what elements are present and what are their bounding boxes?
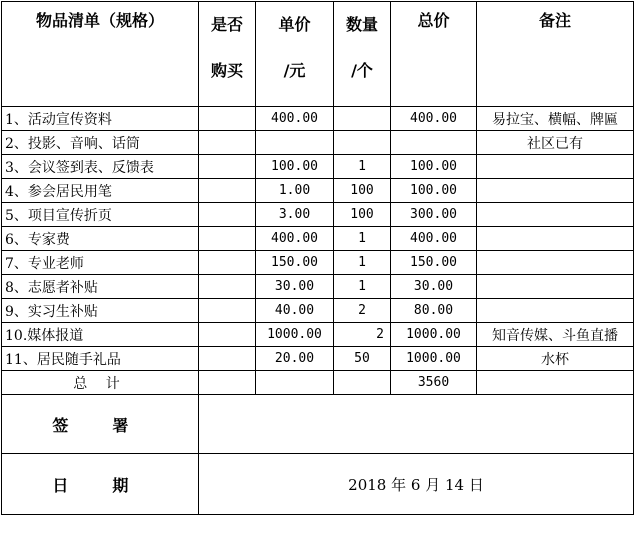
row-price: 30.00: [256, 275, 334, 299]
row-qty: 50: [334, 347, 391, 371]
row-item: 9、实习生补贴: [2, 299, 199, 323]
header-row: [2, 2, 634, 107]
row-total: [391, 131, 477, 155]
header-item: 物品清单（规格）: [2, 2, 199, 107]
row-buy: [199, 299, 256, 323]
row-note: [477, 179, 634, 203]
row-qty: [334, 131, 391, 155]
row-buy: [199, 275, 256, 299]
row-qty: 100: [334, 203, 391, 227]
table-row: [2, 107, 634, 131]
row-note: 社区已有: [477, 131, 634, 155]
row-qty: 2: [334, 299, 391, 323]
row-qty: 1: [334, 275, 391, 299]
row-qty: 100: [334, 179, 391, 203]
date-label: 日 期: [2, 454, 199, 515]
row-buy: [199, 251, 256, 275]
header-qty-line2: /个: [351, 61, 373, 80]
row-item: 1、活动宣传资料: [2, 107, 199, 131]
row-price: 1000.00: [256, 323, 334, 347]
row-buy: [199, 347, 256, 371]
row-note: 水杯: [477, 347, 634, 371]
row-total: 1000.00: [391, 323, 477, 347]
table-row: [2, 131, 634, 155]
row-item: 10.媒体报道: [2, 323, 199, 347]
row-qty: 1: [334, 227, 391, 251]
row-note: [477, 227, 634, 251]
row-buy: [199, 107, 256, 131]
row-qty: 1: [334, 251, 391, 275]
header-price-line2: /元: [283, 61, 306, 80]
table-row: [2, 227, 634, 251]
header-total: 总价: [391, 2, 477, 107]
table-row: [2, 275, 634, 299]
row-note: [477, 299, 634, 323]
row-buy: [199, 323, 256, 347]
row-item: 11、居民随手礼品: [2, 347, 199, 371]
row-price: 150.00: [256, 251, 334, 275]
row-total: 400.00: [391, 227, 477, 251]
row-buy: [199, 227, 256, 251]
row-total: 30.00: [391, 275, 477, 299]
row-price: 400.00: [256, 227, 334, 251]
row-total: 300.00: [391, 203, 477, 227]
row-price: 20.00: [256, 347, 334, 371]
row-note: [477, 155, 634, 179]
row-price: 400.00: [256, 107, 334, 131]
header-qty-line1: 数量: [345, 15, 378, 34]
row-qty: [334, 107, 391, 131]
row-item: 5、项目宣传折页: [2, 203, 199, 227]
signature-field[interactable]: [199, 395, 634, 454]
signature-label: 签 署: [2, 395, 199, 454]
total-price: [256, 371, 334, 395]
row-note: [477, 275, 634, 299]
row-item: 3、会议签到表、反馈表: [2, 155, 199, 179]
total-row: [2, 371, 634, 395]
table-row: [2, 299, 634, 323]
total-note: [477, 371, 634, 395]
table-row: [2, 347, 634, 371]
row-total: 100.00: [391, 155, 477, 179]
table-row: [2, 251, 634, 275]
row-item: 8、志愿者补贴: [2, 275, 199, 299]
date-value: 2018 年 6 月 14 日: [199, 454, 634, 515]
signature-row: [2, 395, 634, 454]
header-buy: [199, 2, 256, 107]
row-note: 易拉宝、横幅、牌匾: [477, 107, 634, 131]
table-row: [2, 179, 634, 203]
header-buy-line2: 购买: [210, 61, 243, 80]
row-qty: 2: [334, 323, 391, 347]
total-label: 总 计: [2, 371, 199, 395]
row-buy: [199, 155, 256, 179]
row-note: 知音传媒、斗鱼直播: [477, 323, 634, 347]
budget-table: [1, 1, 634, 515]
row-qty: 1: [334, 155, 391, 179]
header-qty: [334, 2, 391, 107]
row-price: 3.00: [256, 203, 334, 227]
row-total: 80.00: [391, 299, 477, 323]
table-row: [2, 155, 634, 179]
row-buy: [199, 131, 256, 155]
total-buy: [199, 371, 256, 395]
row-buy: [199, 179, 256, 203]
row-price: 100.00: [256, 155, 334, 179]
row-price: [256, 131, 334, 155]
table-row: [2, 323, 634, 347]
header-buy-line1: 是否: [210, 15, 243, 34]
row-price: 1.00: [256, 179, 334, 203]
row-item: 2、投影、音响、话筒: [2, 131, 199, 155]
table-row: [2, 203, 634, 227]
header-note: 备注: [477, 2, 634, 107]
date-row: [2, 454, 634, 515]
row-note: [477, 203, 634, 227]
row-total: 150.00: [391, 251, 477, 275]
row-item: 4、参会居民用笔: [2, 179, 199, 203]
row-item: 6、专家费: [2, 227, 199, 251]
header-price-line1: 单价: [278, 15, 311, 34]
total-value: 3560: [391, 371, 477, 395]
row-price: 40.00: [256, 299, 334, 323]
row-total: 400.00: [391, 107, 477, 131]
row-item: 7、专业老师: [2, 251, 199, 275]
row-total: 1000.00: [391, 347, 477, 371]
total-qty: [334, 371, 391, 395]
row-buy: [199, 203, 256, 227]
row-note: [477, 251, 634, 275]
row-total: 100.00: [391, 179, 477, 203]
header-price: [256, 2, 334, 107]
